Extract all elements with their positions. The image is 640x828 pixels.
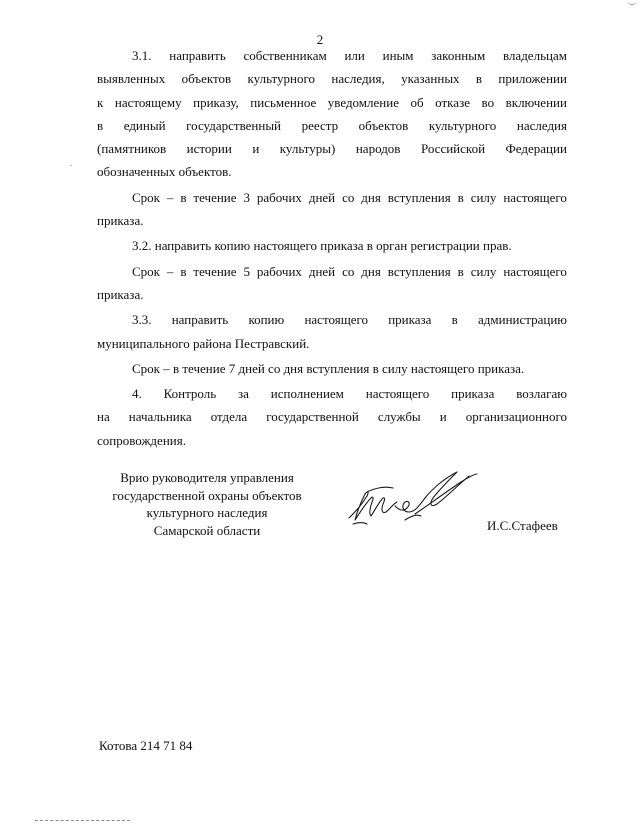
word: выявленных <box>97 71 166 87</box>
word: в <box>457 189 464 205</box>
word: в <box>457 263 464 279</box>
word: наследия <box>516 117 567 133</box>
order-body-text <box>97 44 567 454</box>
signatory-title <box>96 469 318 539</box>
word: направить <box>169 48 226 63</box>
word: на <box>97 409 110 425</box>
word: со <box>342 263 355 279</box>
word: Федерации <box>505 141 567 157</box>
text-line <box>97 382 567 405</box>
word: в <box>97 117 104 133</box>
text-line <box>97 137 567 160</box>
word: администрацию <box>478 312 567 328</box>
word: в <box>451 312 458 328</box>
signer-name: И.С.Стафеев <box>487 518 558 533</box>
word: со <box>342 189 355 205</box>
text-line <box>97 260 567 283</box>
scan-edge-mark <box>35 820 130 822</box>
word: и <box>252 141 260 157</box>
text-line <box>97 114 567 137</box>
word: Срок <box>132 189 160 205</box>
text-line-last: приказа. <box>97 213 144 229</box>
word: письменное <box>250 94 317 110</box>
text-line-last: Срок – в течение 7 дней со дня вступления в силу настоящего приказа. <box>132 360 525 376</box>
word: во <box>481 94 495 110</box>
signatory-title-line: государственной охраны объектов <box>112 487 302 503</box>
word: 5 <box>243 263 250 279</box>
word: культурного <box>428 117 497 133</box>
word: течение <box>193 263 237 279</box>
word: настоящего <box>503 189 567 205</box>
word: указанных <box>401 71 460 87</box>
text-line <box>97 186 567 209</box>
word: культуры) <box>279 141 336 157</box>
word: течение <box>193 189 237 205</box>
word: уведомление <box>327 94 399 110</box>
word: реестр <box>301 117 339 133</box>
word: 3 <box>243 189 250 205</box>
word: (памятников <box>97 141 167 157</box>
word: отдела <box>210 409 248 425</box>
text-line <box>97 91 567 114</box>
word: отказе <box>435 94 470 110</box>
word: 4. <box>132 386 142 402</box>
text-line <box>97 44 567 67</box>
word: единый <box>123 117 166 133</box>
executor-contact: Котова 214 71 84 <box>99 738 193 753</box>
word: Срок <box>132 263 160 279</box>
word: включении <box>505 94 567 110</box>
word: рабочих <box>256 189 302 205</box>
paragraph <box>97 382 567 452</box>
paragraph <box>97 260 567 307</box>
word: приказу, <box>193 94 239 110</box>
word: объектов <box>358 117 409 133</box>
text-line-last: обозначенных объектов. <box>97 164 232 180</box>
word: наследия, <box>331 71 385 87</box>
word: 3.3. <box>132 312 152 328</box>
paragraph <box>97 357 567 380</box>
word: – <box>166 263 174 279</box>
signatory-title-line: Самарской области <box>153 522 261 538</box>
word: законным <box>431 48 486 63</box>
word: настоящему <box>114 94 182 110</box>
word: приложении <box>498 71 567 87</box>
word: направить <box>171 312 229 328</box>
word: или <box>344 48 365 63</box>
word: службы <box>377 409 421 425</box>
word: государственной <box>266 409 359 425</box>
word: культурного <box>247 71 315 87</box>
word: дней <box>308 263 336 279</box>
word: силу <box>470 189 497 205</box>
scan-speck <box>70 165 72 166</box>
text-line <box>97 308 567 331</box>
word: дня <box>361 263 381 279</box>
paragraph <box>97 308 567 355</box>
scan-corner-mark <box>627 0 637 5</box>
word: Российской <box>420 141 486 157</box>
handwritten-signature <box>345 466 480 536</box>
word: исполнением <box>270 386 344 402</box>
word: и <box>439 409 447 425</box>
word: дней <box>308 189 336 205</box>
word: собственникам <box>243 48 327 63</box>
word: за <box>238 386 249 402</box>
word: объектов <box>181 71 232 87</box>
word: вступления <box>387 263 451 279</box>
word: настоящего <box>503 263 567 279</box>
paragraph <box>97 234 567 257</box>
text-line <box>97 405 567 428</box>
word: возлагаю <box>516 386 567 402</box>
word: в <box>475 71 483 87</box>
word: государственный <box>186 117 282 133</box>
paragraph <box>97 186 567 233</box>
word: 3.1. <box>132 48 152 63</box>
word: организационного <box>465 409 567 425</box>
text-line-last: приказа. <box>97 286 144 302</box>
text-line-last: 3.2. направить копию настоящего приказа в орган регистрации прав. <box>132 238 512 254</box>
word: Контроль <box>163 386 217 402</box>
text-line-last: муниципального района Пестравский. <box>97 335 310 351</box>
signatory-title-line: культурного наследия <box>146 505 268 520</box>
word: народов <box>355 141 401 157</box>
word: силу <box>470 263 497 279</box>
word: вступления <box>387 189 451 205</box>
word: в <box>180 189 187 205</box>
word: к <box>97 94 104 110</box>
text-line-last: сопровождения. <box>97 432 186 448</box>
word: приказа <box>388 312 432 328</box>
word: настоящего <box>365 386 430 402</box>
word: в <box>180 263 187 279</box>
page-number: 2 <box>316 32 324 47</box>
word: иным <box>382 48 414 63</box>
text-line <box>97 67 567 90</box>
word: начальника <box>128 409 192 425</box>
signatory-title-line: Врио руководителя управления <box>120 470 294 485</box>
word: об <box>410 94 424 110</box>
word: – <box>166 189 174 205</box>
word: владельцам <box>502 48 567 63</box>
paragraph-gap <box>97 452 567 454</box>
word: копию <box>248 312 285 328</box>
word: приказа <box>451 386 495 402</box>
word: дня <box>361 189 381 205</box>
word: истории <box>186 141 232 157</box>
paragraph <box>97 44 567 184</box>
word: рабочих <box>256 263 302 279</box>
word: настоящего <box>304 312 368 328</box>
